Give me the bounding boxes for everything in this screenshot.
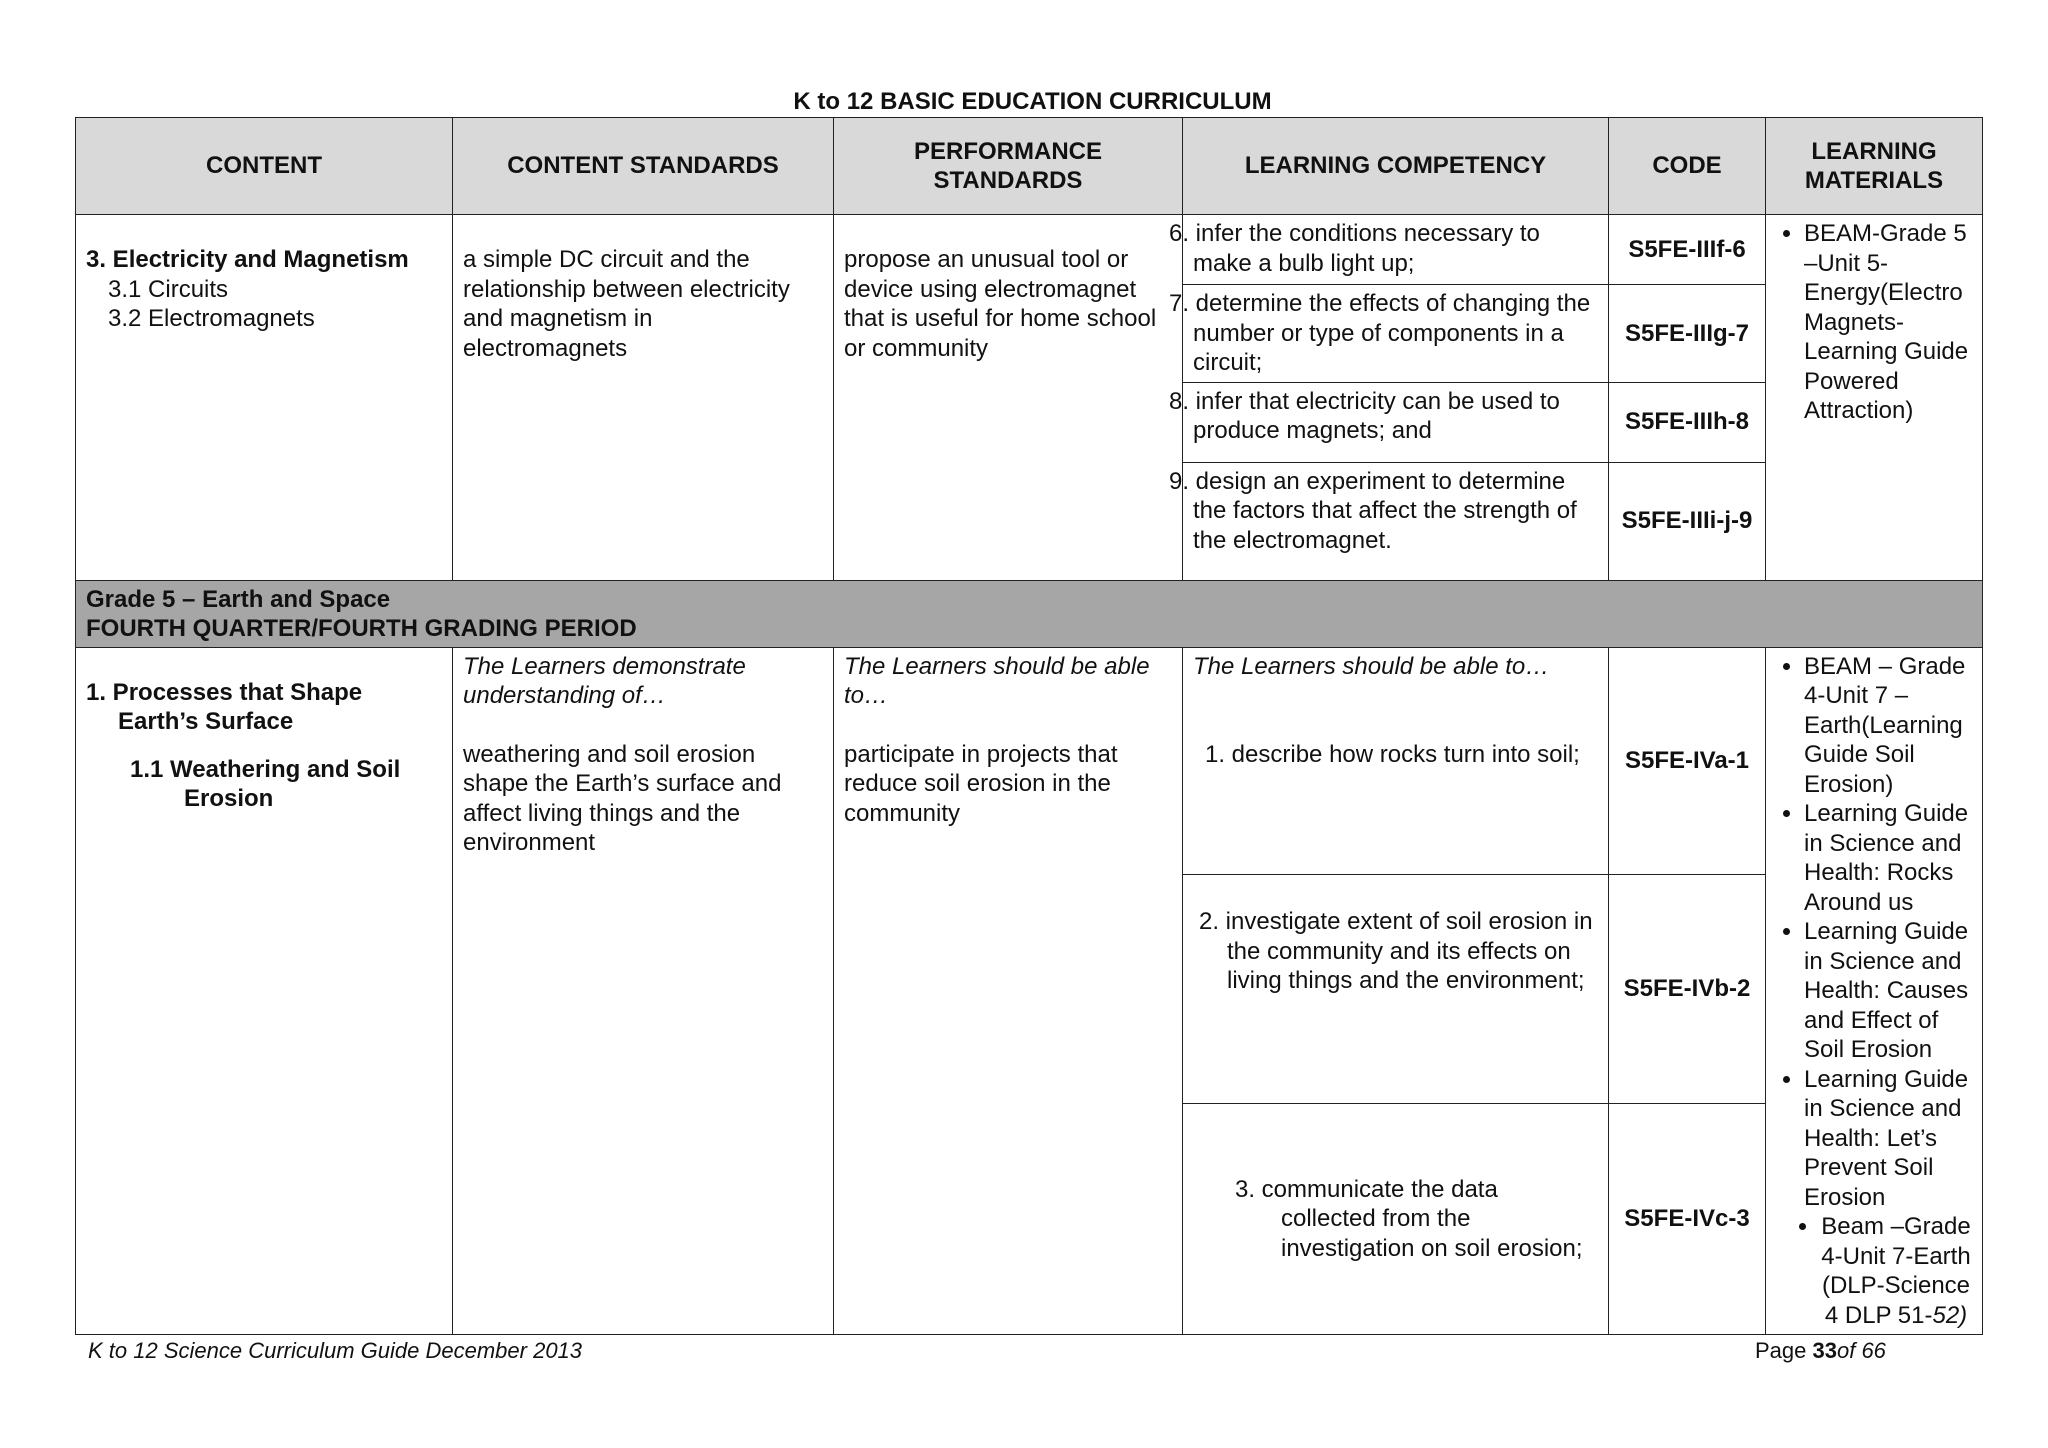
list-item: • Learning Guide in Science and Health: Causes and Effect of Soil Erosion <box>1804 917 1972 1065</box>
list-item: • BEAM-Grade 5 –Unit 5- Energy(Electro Magnets- Learning Guide Powered Attraction) <box>1804 219 1972 426</box>
curriculum-table <box>75 117 1983 1335</box>
list-item: • Learning Guide in Science and Health: Rocks Around us <box>1804 799 1972 917</box>
table-row <box>76 215 1983 285</box>
code-cell: S5FE-IIIg-7 <box>1609 285 1766 383</box>
code-cell: S5FE-IVa-1 <box>1609 647 1766 875</box>
content-standard-cell <box>453 647 834 1335</box>
page-prefix: Page <box>1755 1338 1813 1363</box>
content-standard: weathering and soil erosion shape the Earth’s surface and affect living things and the environment <box>463 740 782 856</box>
footer-guide-name: K to 12 Science Curriculum Guide December 2013 <box>88 1338 583 1363</box>
material-text-italic: 52) <box>1932 1301 1968 1329</box>
header-learning-competency: LEARNING COMPETENCY <box>1183 118 1609 215</box>
competency-cell: 7. determine the effects of changing the number or type of components in a circuit; <box>1183 285 1609 383</box>
competency-cell: 9. design an experiment to determine the factors that affect the strength of the electromagnet. <box>1183 462 1609 580</box>
code-cell: S5FE-IIIf-6 <box>1609 215 1766 285</box>
list-item: • BEAM – Grade 4-Unit 7 – Earth(Learning Guide Soil Erosion) <box>1804 652 1972 800</box>
content-subtopic-cont: Erosion <box>184 785 274 812</box>
content-standard: a simple DC circuit and the relationship between electricity and magnetism in electromagnets <box>463 246 790 362</box>
materials-cell <box>1766 647 1983 1335</box>
competency-cell <box>1183 875 1609 1104</box>
header-content-standards: CONTENT STANDARDS <box>453 118 834 215</box>
materials-cell <box>1766 215 1983 581</box>
grade-band <box>76 580 1983 647</box>
content-standard-intro: The Learners demonstrate understanding of… <box>463 652 746 709</box>
table-row <box>76 647 1983 875</box>
code-cell: S5FE-IVb-2 <box>1609 875 1766 1104</box>
list-item <box>1820 1212 1972 1330</box>
grade-band-title: Grade 5 – Earth and Space <box>86 585 391 613</box>
content-standard-cell <box>453 215 834 581</box>
materials-list-extra <box>1776 1212 1972 1330</box>
header-row <box>76 118 1983 215</box>
page-number: 33 <box>1812 1338 1837 1363</box>
header-code: CODE <box>1609 118 1766 215</box>
header-learning-materials: LEARNING MATERIALS <box>1766 118 1983 215</box>
content-cell <box>76 647 453 1335</box>
code-cell: S5FE-IVc-3 <box>1609 1104 1766 1335</box>
content-subtopic: 1.1 Weathering and Soil <box>130 755 401 783</box>
content-title: 3. Electricity and Magnetism <box>86 246 409 273</box>
code-cell: S5FE-IIIh-8 <box>1609 382 1766 462</box>
competency-cell: 6. infer the conditions necessary to make a bulb light up; <box>1183 215 1609 285</box>
materials-list <box>1776 219 1972 426</box>
page-title: K to 12 BASIC EDUCATION CURRICULUM <box>793 88 1272 115</box>
footer-page-number <box>1755 1338 1886 1364</box>
competency-cell: 8. infer that electricity can be used to produce magnets; and <box>1183 382 1609 462</box>
performance-standard-cell <box>834 215 1183 581</box>
performance-intro: The Learners should be able to… <box>844 652 1150 709</box>
performance-standard: participate in projects that reduce soil erosion in the community <box>844 740 1118 827</box>
list-item: • Learning Guide in Science and Health: Let’s Prevent Soil Erosion <box>1804 1065 1972 1213</box>
content-title: 1. Processes that Shape <box>86 678 363 706</box>
content-cell <box>76 215 453 581</box>
competency-cell <box>1183 1104 1609 1335</box>
grade-band-row <box>76 580 1983 647</box>
performance-standard-cell <box>834 647 1183 1335</box>
code-cell: S5FE-IIIi-j-9 <box>1609 462 1766 580</box>
performance-standard: propose an unusual tool or device using electromagnet that is useful for home school or community <box>844 246 1157 362</box>
page-total: of 66 <box>1836 1338 1886 1363</box>
competency-intro: The Learners should be able to… <box>1193 652 1550 680</box>
material-text: Beam –Grade 4-Unit 7-Earth (DLP-Science 4 DLP 51- <box>1821 1213 1971 1329</box>
content-subtopic: 3.2 Electromagnets <box>108 305 315 332</box>
competency-text: 2. investigate extent of soil erosion in the community and its effects on living things and the environment; <box>1199 908 1593 995</box>
competency-text: 1. describe how rocks turn into soil; <box>1205 741 1580 768</box>
header-performance-standards: PERFORMANCE STANDARDS <box>834 118 1183 215</box>
materials-list <box>1776 652 1972 1213</box>
competency-text: 3. communicate the data collected from the investigation on soil erosion; <box>1235 1175 1583 1262</box>
content-subtopic: 3.1 Circuits <box>108 275 229 303</box>
competency-cell <box>1183 647 1609 875</box>
header-content: CONTENT <box>76 118 453 215</box>
content-title-cont: Earth’s Surface <box>118 708 294 735</box>
grading-period: FOURTH QUARTER/FOURTH GRADING PERIOD <box>86 614 637 642</box>
